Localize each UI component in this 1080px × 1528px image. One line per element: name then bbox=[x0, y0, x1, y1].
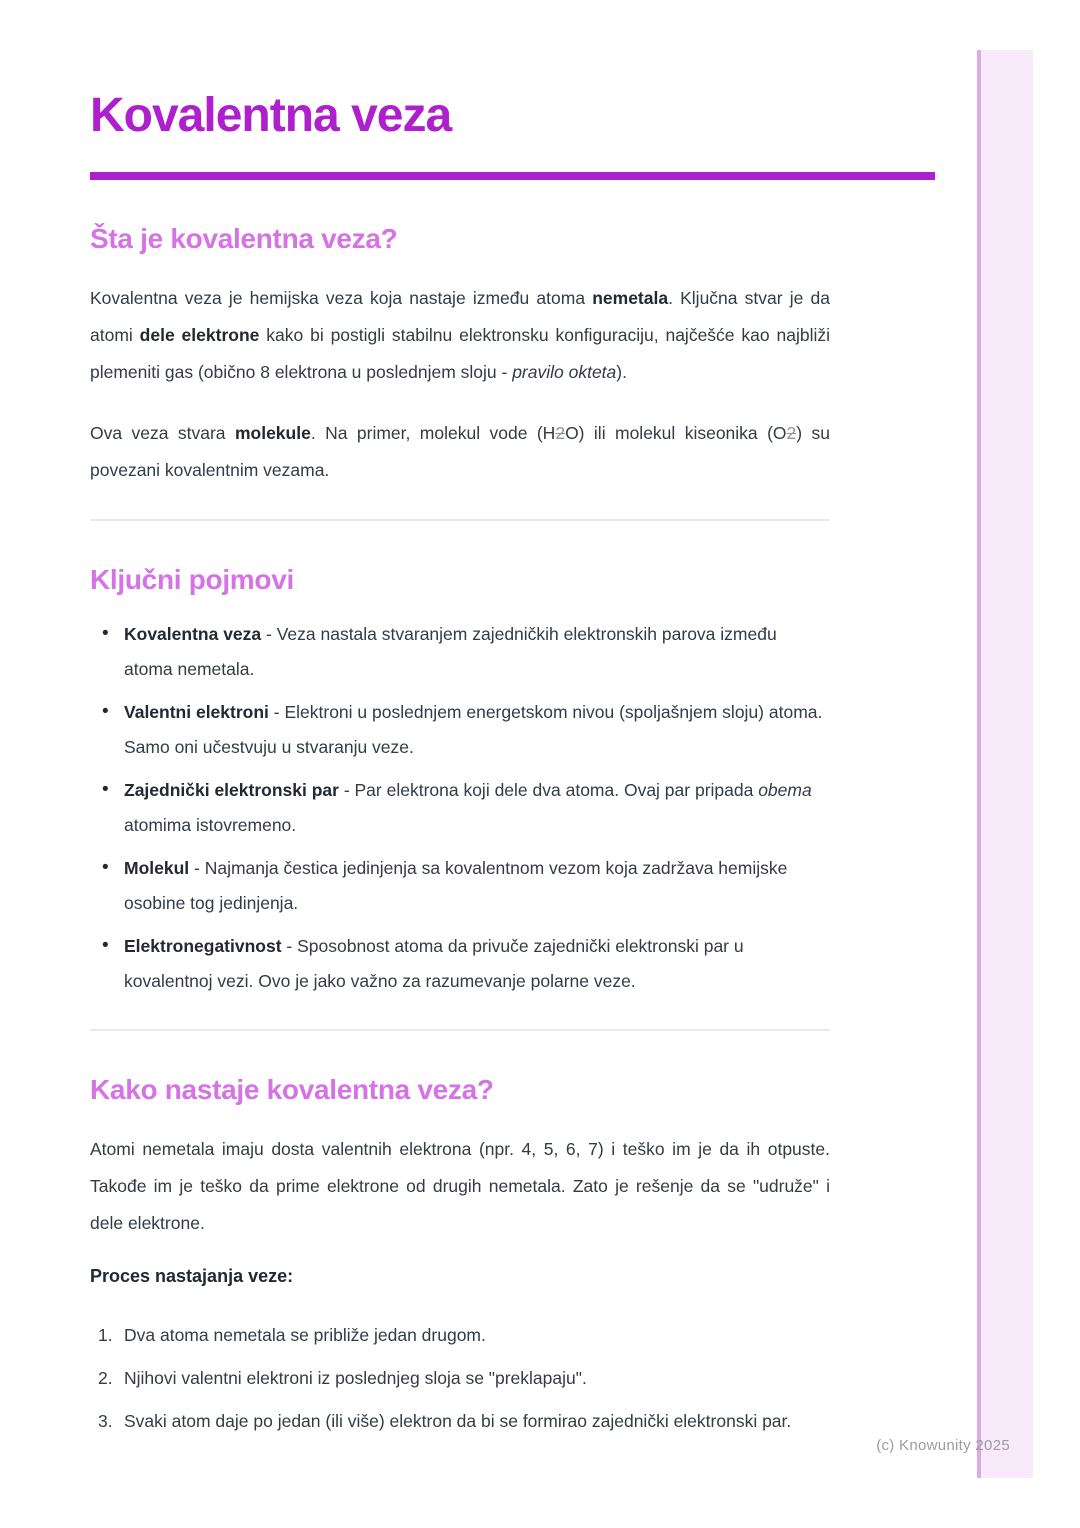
list-item bbox=[90, 851, 830, 921]
paragraph bbox=[90, 415, 830, 489]
paragraph bbox=[90, 280, 830, 391]
subscript-strikethrough: 2 bbox=[786, 423, 797, 443]
text-segment: dele elektrone bbox=[139, 325, 260, 345]
text-segment: - Veza nastala stvaranjem zajedničkih elektronskih parova između atoma nemetala. bbox=[124, 624, 777, 679]
paragraph bbox=[90, 1131, 830, 1242]
text-segment: kako bi postigli stabilnu elektronsku konfiguraciju, najčešće kao najbliži plemeniti gas (obično 8 elektrona u poslednjem sloju - bbox=[90, 325, 830, 382]
text-segment: Elektronegativnost bbox=[124, 936, 282, 956]
text-segment: O) ili molekul kiseonika (O bbox=[565, 423, 787, 443]
text-segment: - Elektroni u poslednjem energetskom nivou (spoljašnjem sloju) atoma. Samo oni učestvuju u stvaranju veze. bbox=[124, 702, 823, 757]
text-segment: Zajednički elektronski par bbox=[124, 780, 339, 800]
section-heading: Kako nastaje kovalentna veza? bbox=[90, 1074, 494, 1105]
list-item bbox=[90, 929, 830, 999]
text-segment: Molekul bbox=[124, 858, 190, 878]
page-title: Kovalentna veza bbox=[90, 89, 452, 142]
text-segment: Dva atoma nemetala se približe jedan drugom. bbox=[124, 1325, 486, 1345]
numbered-list bbox=[90, 1317, 830, 1440]
section-heading: Šta je kovalentna veza? bbox=[90, 223, 398, 254]
subscript-strikethrough: 2 bbox=[555, 423, 566, 443]
watermark: (c) Knowunity 2025 bbox=[876, 1437, 1010, 1454]
text-segment: - Par elektrona koji dele dva atoma. Ovaj par pripada bbox=[338, 780, 759, 800]
subheading bbox=[90, 1258, 830, 1295]
list-item bbox=[90, 1360, 830, 1397]
text-segment: Svaki atom daje po jedan (ili više) elektron da bi se formirao zajednički elektronski par. bbox=[124, 1411, 792, 1431]
text-segment: . Ključna stvar je da atomi bbox=[90, 288, 831, 345]
text-segment: molekule bbox=[234, 423, 311, 443]
text-segment: nemetala bbox=[592, 288, 669, 308]
text-segment: atomima istovremeno. bbox=[124, 815, 297, 835]
section-heading: Ključni pojmovi bbox=[90, 564, 294, 595]
list-item bbox=[90, 1317, 830, 1354]
text-segment: - Najmanja čestica jedinjenja sa kovalentnom vezom koja zadržava hemijske osobine tog jedinjenja. bbox=[124, 858, 788, 913]
text-segment: pravilo okteta bbox=[512, 362, 617, 382]
list-item bbox=[90, 695, 830, 765]
text-segment: Ova veza stvara bbox=[90, 423, 235, 443]
text-segment: Kovalentna veza bbox=[124, 624, 262, 644]
document-content bbox=[90, 0, 935, 1446]
document-blocks bbox=[90, 222, 830, 1440]
text-segment: Atomi nemetala imaju dosta valentnih elektrona (npr. 4, 5, 6, 7) i teško im je da ih otpuste. Takođe im je teško da prime elektrone od drugih nemetala. Zato je rešenje da se "udruže" i dele elektrone. bbox=[90, 1139, 830, 1233]
text-segment: ). bbox=[616, 362, 627, 382]
text-segment: - Sposobnost atoma da privuče zajednički elektronski par u kovalentnoj vezi. Ovo je jako važno za razumevanje polarne veze. bbox=[124, 936, 744, 991]
text-segment: obema bbox=[758, 780, 812, 800]
list-item bbox=[90, 773, 830, 843]
page-accent-sidebar bbox=[977, 50, 1033, 1478]
bullet-list bbox=[90, 617, 830, 999]
list-item bbox=[90, 1403, 830, 1440]
text-segment: Njihovi valentni elektroni iz poslednjeg sloja se "preklapaju". bbox=[124, 1368, 587, 1388]
section-divider bbox=[90, 1029, 830, 1031]
text-segment: Valentni elektroni bbox=[124, 702, 269, 722]
text-segment: ) su povezani kovalentnim vezama. bbox=[90, 423, 830, 480]
title-underline-rule bbox=[90, 172, 935, 180]
text-segment: . Na primer, molekul vode (H bbox=[310, 423, 556, 443]
text-segment: Kovalentna veza je hemijska veza koja nastaje između atoma bbox=[90, 288, 593, 308]
text-segment: Proces nastajanja veze: bbox=[90, 1266, 294, 1286]
list-item bbox=[90, 617, 830, 687]
section-divider bbox=[90, 519, 830, 521]
